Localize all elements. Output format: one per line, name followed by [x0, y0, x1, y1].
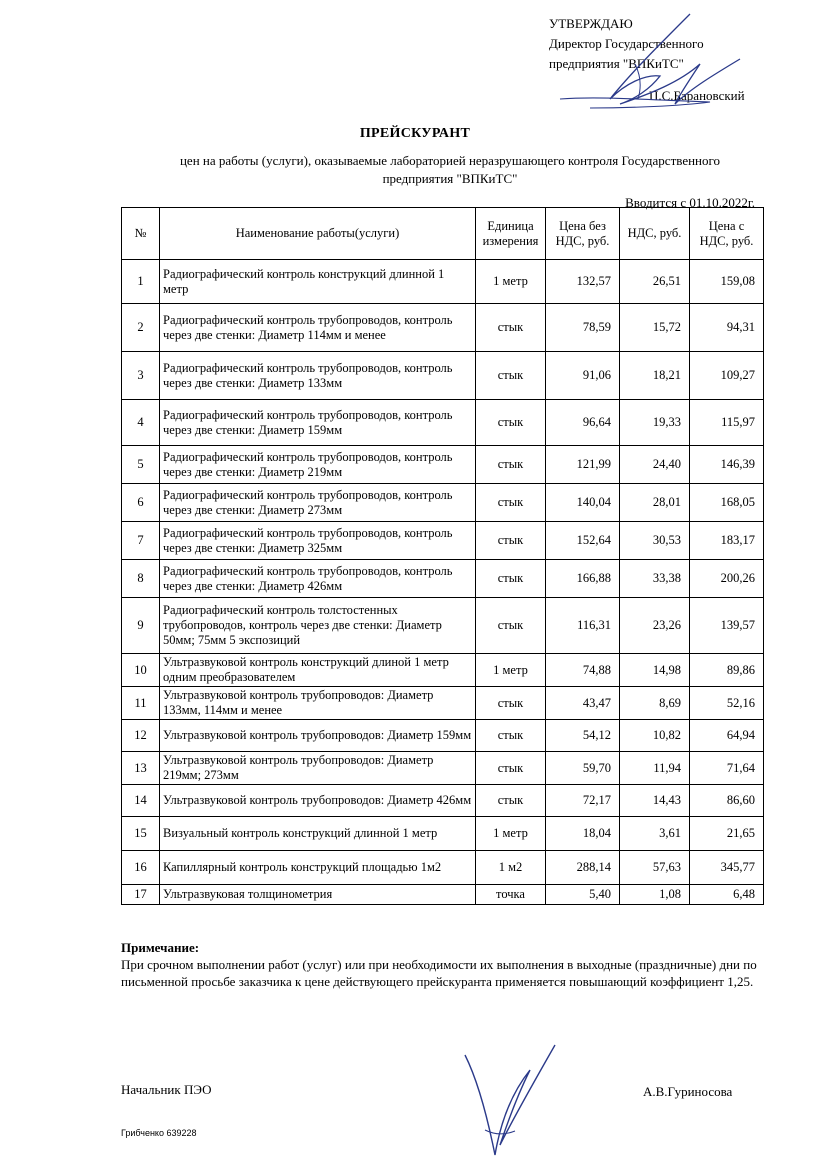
header-num: №	[122, 208, 160, 260]
header-vat: НДС, руб.	[620, 208, 690, 260]
row-price: 74,88	[546, 654, 620, 687]
row-name: Радиографический контроль толстостенных трубопроводов, контроль через две стенки: Диаметр 50мм; 75мм 5 экспозиций	[160, 598, 476, 654]
row-num: 6	[122, 484, 160, 522]
table-row	[122, 851, 764, 885]
row-num: 7	[122, 522, 160, 560]
row-num: 10	[122, 654, 160, 687]
row-total: 94,31	[690, 304, 764, 352]
table-row	[122, 522, 764, 560]
row-name: Радиографический контроль трубопроводов, контроль через две стенки: Диаметр 325мм	[160, 522, 476, 560]
row-price: 166,88	[546, 560, 620, 598]
table-header-row	[122, 208, 764, 260]
row-vat: 15,72	[620, 304, 690, 352]
table-row	[122, 654, 764, 687]
table-row	[122, 260, 764, 304]
table-row	[122, 687, 764, 720]
row-unit: 1 метр	[476, 260, 546, 304]
table-row	[122, 400, 764, 446]
row-unit: стык	[476, 752, 546, 785]
row-unit: стык	[476, 560, 546, 598]
row-price: 43,47	[546, 687, 620, 720]
effective-date: Вводится с 01.10.2022г.	[625, 195, 755, 210]
row-unit: 1 метр	[476, 817, 546, 851]
row-unit: стык	[476, 687, 546, 720]
subtitle-line-2: предприятия "ВПКиТС"	[382, 171, 518, 186]
document-subtitle	[150, 152, 750, 188]
row-unit: стык	[476, 484, 546, 522]
row-price: 18,04	[546, 817, 620, 851]
row-vat: 10,82	[620, 720, 690, 752]
row-num: 13	[122, 752, 160, 785]
table-row	[122, 484, 764, 522]
head-title: Начальник ПЭО	[121, 1082, 212, 1097]
header-price: Цена без НДС, руб.	[546, 208, 620, 260]
table-row	[122, 817, 764, 851]
approval-line-1: УТВЕРЖДАЮ	[549, 16, 633, 31]
row-total: 200,26	[690, 560, 764, 598]
row-vat: 33,38	[620, 560, 690, 598]
header-name: Наименование работы(услуги)	[160, 208, 476, 260]
row-num: 9	[122, 598, 160, 654]
row-unit: 1 метр	[476, 654, 546, 687]
table-row	[122, 720, 764, 752]
row-name: Ультразвуковой контроль трубопроводов: Диаметр 133мм, 114мм и менее	[160, 687, 476, 720]
document-title: ПРЕЙСКУРАНТ	[359, 126, 471, 141]
row-unit: стык	[476, 522, 546, 560]
header-total: Цена с НДС, руб.	[690, 208, 764, 260]
row-price: 288,14	[546, 851, 620, 885]
row-total: 115,97	[690, 400, 764, 446]
row-num: 11	[122, 687, 160, 720]
row-total: 21,65	[690, 817, 764, 851]
row-total: 86,60	[690, 785, 764, 817]
row-total: 159,08	[690, 260, 764, 304]
row-price: 121,99	[546, 446, 620, 484]
row-name: Капиллярный контроль конструкций площадью 1м2	[160, 851, 476, 885]
row-price: 96,64	[546, 400, 620, 446]
row-price: 132,57	[546, 260, 620, 304]
row-num: 15	[122, 817, 160, 851]
row-vat: 14,98	[620, 654, 690, 687]
row-unit: стык	[476, 304, 546, 352]
row-total: 89,86	[690, 654, 764, 687]
row-num: 17	[122, 885, 160, 905]
row-name: Радиографический контроль трубопроводов, контроль через две стенки: Диаметр 273мм	[160, 484, 476, 522]
table-row	[122, 598, 764, 654]
row-price: 54,12	[546, 720, 620, 752]
note-text: При срочном выполнении работ (услуг) или при необходимости их выполнения в выходные (праздничные) дни по письменной просьбе заказчика к цене действующего прейскуранта применяется повышающий коэффициент 1,25.	[121, 957, 757, 989]
row-total: 139,57	[690, 598, 764, 654]
head-signature	[455, 1035, 565, 1170]
row-vat: 8,69	[620, 687, 690, 720]
row-name: Радиографический контроль трубопроводов, контроль через две стенки: Диаметр 159мм	[160, 400, 476, 446]
row-name: Ультразвуковой контроль конструкций длиной 1 метр одним преобразователем	[160, 654, 476, 687]
row-unit: стык	[476, 785, 546, 817]
table-row	[122, 446, 764, 484]
row-vat: 11,94	[620, 752, 690, 785]
row-total: 183,17	[690, 522, 764, 560]
row-name: Радиографический контроль трубопроводов, контроль через две стенки: Диаметр 426мм	[160, 560, 476, 598]
row-unit: точка	[476, 885, 546, 905]
row-name: Ультразвуковой контроль трубопроводов: Диаметр 426мм	[160, 785, 476, 817]
row-name: Ультразвуковой контроль трубопроводов: Диаметр 219мм; 273мм	[160, 752, 476, 785]
row-vat: 30,53	[620, 522, 690, 560]
row-vat: 14,43	[620, 785, 690, 817]
row-num: 1	[122, 260, 160, 304]
row-name: Ультразвуковая толщинометрия	[160, 885, 476, 905]
row-price: 72,17	[546, 785, 620, 817]
row-vat: 19,33	[620, 400, 690, 446]
row-vat: 26,51	[620, 260, 690, 304]
row-price: 91,06	[546, 352, 620, 400]
row-total: 6,48	[690, 885, 764, 905]
row-name: Радиографический контроль трубопроводов, контроль через две стенки: Диаметр 133мм	[160, 352, 476, 400]
table-row	[122, 304, 764, 352]
row-name: Радиографический контроль трубопроводов, контроль через две стенки: Диаметр 219мм	[160, 446, 476, 484]
row-total: 52,16	[690, 687, 764, 720]
row-total: 168,05	[690, 484, 764, 522]
row-vat: 23,26	[620, 598, 690, 654]
row-price: 78,59	[546, 304, 620, 352]
row-total: 146,39	[690, 446, 764, 484]
table-row	[122, 752, 764, 785]
table-row	[122, 885, 764, 905]
row-unit: стык	[476, 720, 546, 752]
row-price: 59,70	[546, 752, 620, 785]
row-unit: стык	[476, 598, 546, 654]
row-total: 64,94	[690, 720, 764, 752]
row-vat: 1,08	[620, 885, 690, 905]
row-num: 5	[122, 446, 160, 484]
approval-line-3: предприятия "ВПКиТС"	[549, 56, 684, 71]
row-price: 152,64	[546, 522, 620, 560]
row-name: Ультразвуковой контроль трубопроводов: Диаметр 159мм	[160, 720, 476, 752]
row-name: Радиографический контроль трубопроводов, контроль через две стенки: Диаметр 114мм и менее	[160, 304, 476, 352]
director-signature	[540, 4, 770, 124]
row-unit: 1 м2	[476, 851, 546, 885]
table-row	[122, 560, 764, 598]
row-total: 71,64	[690, 752, 764, 785]
subtitle-line-1: цен на работы (услуги), оказываемые лабораторией неразрушающего контроля Государственного	[179, 153, 721, 168]
row-num: 12	[122, 720, 160, 752]
row-unit: стык	[476, 446, 546, 484]
table-row	[122, 785, 764, 817]
row-name: Визуальный контроль конструкций длинной 1 метр	[160, 817, 476, 851]
row-price: 5,40	[546, 885, 620, 905]
row-name: Радиографический контроль конструкций длинной 1 метр	[160, 260, 476, 304]
director-name: П.С.Барановский	[649, 88, 745, 103]
row-num: 16	[122, 851, 160, 885]
row-num: 4	[122, 400, 160, 446]
head-name: А.В.Гуриносова	[643, 1084, 733, 1099]
price-table	[121, 207, 764, 905]
row-total: 345,77	[690, 851, 764, 885]
row-vat: 18,21	[620, 352, 690, 400]
row-vat: 3,61	[620, 817, 690, 851]
row-vat: 57,63	[620, 851, 690, 885]
note-heading: Примечание:	[121, 940, 200, 955]
footer-note: Грибченко 639228	[121, 1128, 197, 1138]
row-num: 3	[122, 352, 160, 400]
row-total: 109,27	[690, 352, 764, 400]
row-num: 2	[122, 304, 160, 352]
row-vat: 24,40	[620, 446, 690, 484]
row-unit: стык	[476, 352, 546, 400]
row-num: 8	[122, 560, 160, 598]
row-num: 14	[122, 785, 160, 817]
row-price: 116,31	[546, 598, 620, 654]
approval-line-2: Директор Государственного	[549, 36, 704, 51]
table-row	[122, 352, 764, 400]
row-price: 140,04	[546, 484, 620, 522]
row-vat: 28,01	[620, 484, 690, 522]
row-unit: стык	[476, 400, 546, 446]
header-unit: Единица измерения	[476, 208, 546, 260]
